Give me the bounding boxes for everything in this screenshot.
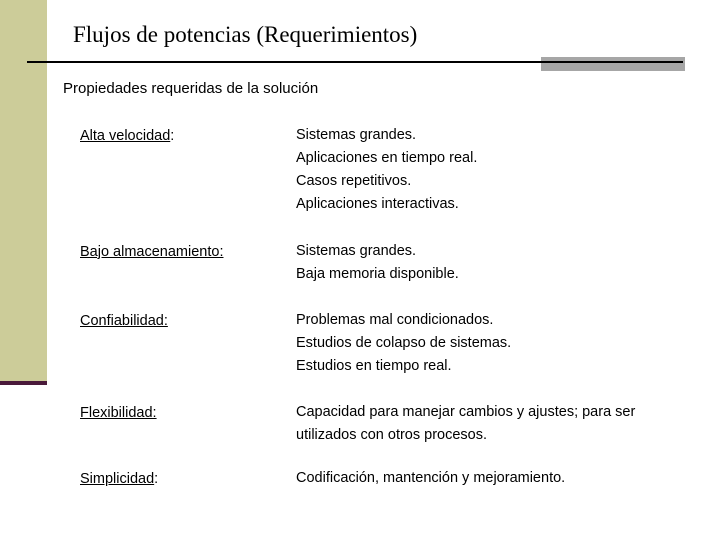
property-suffix: : bbox=[170, 128, 175, 144]
description-line: Problemas mal condicionados. bbox=[296, 312, 494, 328]
property-suffix: : bbox=[154, 471, 159, 487]
property-description-simplicidad bbox=[296, 467, 565, 490]
description-line: Sistemas grandes. bbox=[296, 243, 417, 259]
property-name: Flexibilidad: bbox=[80, 405, 157, 421]
description-line: utilizados con otros procesos. bbox=[296, 427, 488, 443]
property-label-flexibilidad bbox=[80, 405, 157, 421]
property-name: Confiabilidad: bbox=[80, 313, 168, 329]
property-description-alta-velocidad bbox=[296, 124, 477, 216]
property-name: Alta velocidad bbox=[80, 128, 171, 144]
description-line: Estudios en tiempo real. bbox=[296, 358, 452, 374]
description-line: Estudios de colapso de sistemas. bbox=[296, 335, 512, 351]
title-accent-line bbox=[541, 61, 683, 63]
description-line: Baja memoria disponible. bbox=[296, 266, 459, 282]
description-line: Sistemas grandes. bbox=[296, 127, 417, 143]
description-line: Capacidad para manejar cambios y ajustes; para ser bbox=[296, 404, 636, 420]
description-line: Aplicaciones interactivas. bbox=[296, 196, 459, 212]
property-description-bajo-almacenamiento bbox=[296, 240, 459, 286]
property-name: Bajo almacenamiento: bbox=[80, 244, 224, 260]
side-bar-decoration bbox=[0, 0, 47, 383]
slide-subtitle: Propiedades requeridas de la solución bbox=[63, 80, 319, 97]
property-label-simplicidad bbox=[80, 471, 158, 487]
property-label-bajo-almacenamiento bbox=[80, 244, 223, 260]
property-label-confiabilidad bbox=[80, 313, 168, 329]
description-line: Casos repetitivos. bbox=[296, 173, 412, 189]
slide-title: Flujos de potencias (Requerimientos) bbox=[73, 22, 418, 47]
property-label-alta-velocidad bbox=[80, 128, 174, 144]
property-description-flexibilidad bbox=[296, 401, 635, 447]
title-accent-block bbox=[541, 57, 685, 71]
side-bar-accent bbox=[0, 381, 47, 385]
description-line: Aplicaciones en tiempo real. bbox=[296, 150, 478, 166]
property-name: Simplicidad bbox=[80, 471, 155, 487]
property-description-confiabilidad bbox=[296, 309, 511, 378]
description-line: Codificación, mantención y mejoramiento. bbox=[296, 470, 566, 486]
